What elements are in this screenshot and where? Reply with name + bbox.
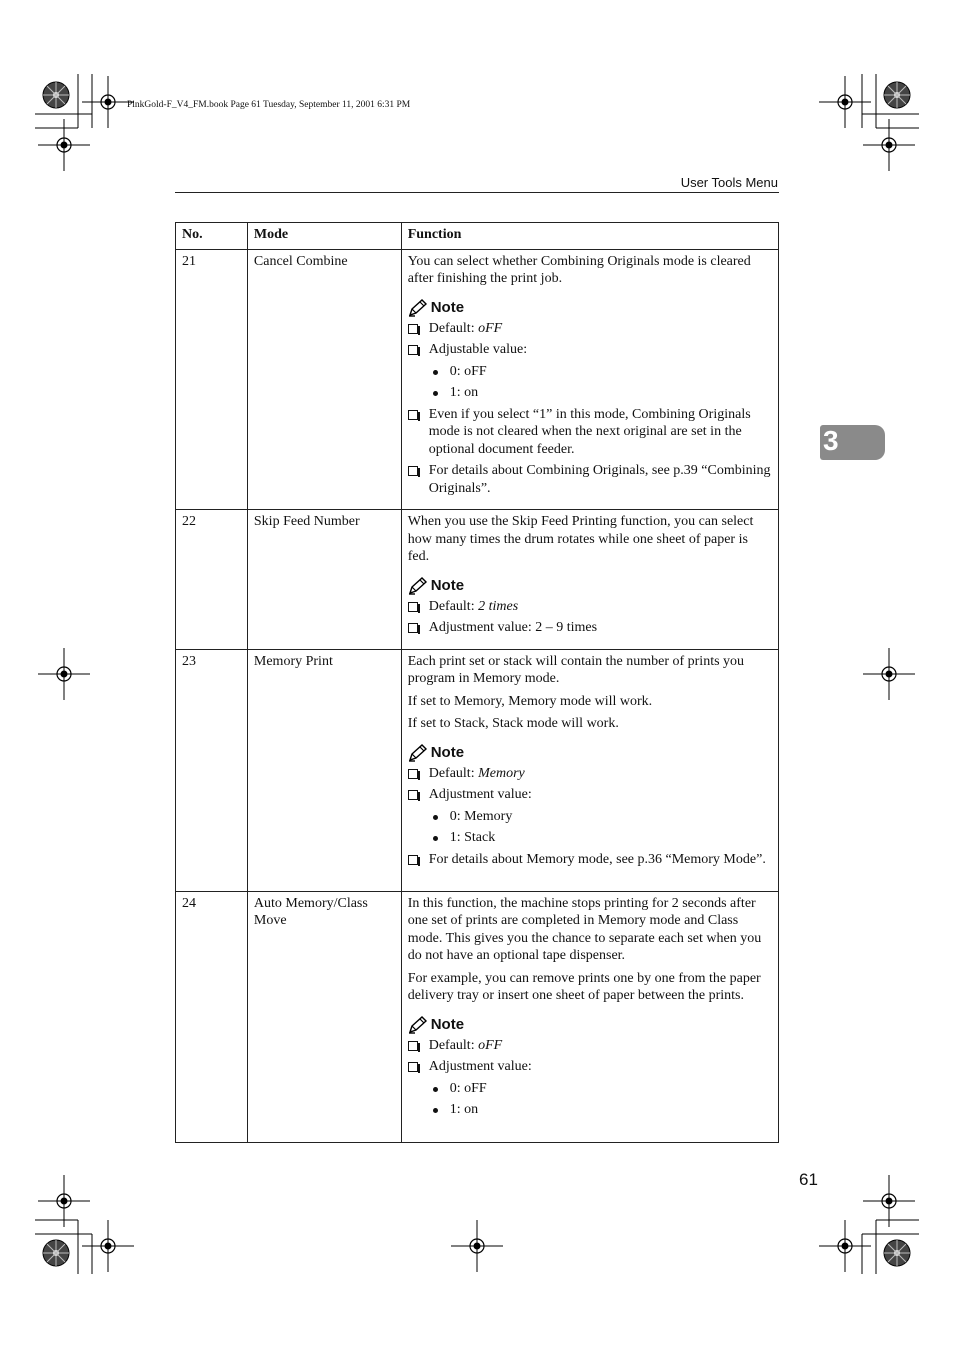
note-heading <box>408 577 772 595</box>
note-heading <box>408 744 772 762</box>
note-item-default <box>408 320 772 338</box>
note-label: Note <box>430 576 465 594</box>
default-label: Default: <box>428 765 479 781</box>
value-item: 0: oFF <box>429 363 772 381</box>
default-value: 2 times <box>478 598 519 614</box>
crosshair-mark-9 <box>82 1220 134 1272</box>
row-number: 21 <box>176 249 248 510</box>
row-function <box>401 649 778 891</box>
checkbox-bullet-icon <box>408 410 418 420</box>
crosshair-mark-8 <box>863 1175 915 1227</box>
note-item-adjustment <box>408 1058 772 1119</box>
table-row <box>176 649 779 891</box>
note-list <box>408 765 772 869</box>
running-head: User Tools Menu <box>680 175 778 190</box>
checkbox-bullet-icon <box>408 769 418 779</box>
note-label: Note <box>430 298 465 316</box>
checkbox-bullet-icon <box>408 324 418 334</box>
crosshair-mark-4 <box>863 119 915 171</box>
crosshair-mark-6 <box>863 648 915 700</box>
description-paragraph: When you use the Skip Feed Printing function, you can select how many times the drum rotates while one sheet of paper is fed. <box>407 514 754 564</box>
description-paragraph: You can select whether Combining Originals mode is cleared after finishing the print job. <box>407 253 751 286</box>
note-list <box>408 320 772 498</box>
checkbox-bullet-icon <box>408 466 418 476</box>
crosshair-mark-1 <box>82 76 134 128</box>
value-list <box>429 808 772 847</box>
value-item: 1: on <box>429 384 772 402</box>
chapter-tab-number: 3 <box>823 425 839 456</box>
note-item-default <box>408 765 772 783</box>
adjust-label: Adjustment value: <box>428 1059 532 1074</box>
note-item-default <box>408 1037 772 1055</box>
table-row <box>176 891 779 1142</box>
value-item: 0: oFF <box>429 1080 772 1098</box>
sunburst-mark-bottom-left <box>43 1240 69 1266</box>
default-label: Default: <box>428 598 479 614</box>
checkbox-bullet-icon <box>408 1041 418 1051</box>
note-text: Even if you select “1” in this mode, Combining Originals mode is not cleared when the next original are set in the optional document feeder. <box>428 406 751 457</box>
row-mode: Skip Feed Number <box>247 510 401 650</box>
note-item-adjustment <box>408 786 772 847</box>
pencil-note-icon <box>408 299 428 317</box>
checkbox-bullet-icon <box>408 345 418 355</box>
checkbox-bullet-icon <box>408 1062 418 1072</box>
crosshair-mark-7 <box>38 1175 90 1227</box>
user-tools-table <box>175 222 779 1143</box>
value-item: 1: on <box>429 1101 772 1119</box>
page-number: 61 <box>799 1170 818 1189</box>
value-item: 0: Memory <box>429 808 772 826</box>
note-list <box>408 598 772 637</box>
sunburst-mark-bottom-right <box>884 1240 910 1266</box>
row-mode: Cancel Combine <box>247 249 401 510</box>
crosshair-mark-3 <box>38 119 90 171</box>
description-paragraph: Each print set or stack will contain the number of prints you program in Memory mode. <box>407 653 745 686</box>
description-paragraph: For example, you can remove prints one by one from the paper delivery tray or insert one sheet of paper between the prints. <box>407 970 761 1003</box>
pencil-note-icon <box>408 744 428 762</box>
note-label: Note <box>430 743 465 761</box>
description-paragraph: In this function, the machine stops printing for 2 seconds after one set of prints are completed in Memory mode and Class mode. This gives you the chance to separate each set when you do not have an optional tape dispenser. <box>407 895 762 963</box>
print-slug: PinkGold-F_V4_FM.book Page 61 Tuesday, September 11, 2001 6:31 PM <box>127 100 411 110</box>
default-value: oFF <box>478 320 503 336</box>
row-number: 24 <box>176 891 248 1142</box>
row-function <box>401 510 778 650</box>
table-row <box>176 510 779 650</box>
column-header-mode: Mode <box>247 223 401 250</box>
adjust-label: Adjustment value: <box>428 787 532 802</box>
sunburst-mark-top-right <box>884 82 910 108</box>
note-item-default <box>408 598 772 616</box>
sunburst-mark-top-left <box>43 82 69 108</box>
value-item: 1: Stack <box>429 829 772 847</box>
note-item-extra <box>408 851 772 869</box>
note-heading <box>408 1016 772 1034</box>
note-label: Note <box>430 1015 465 1033</box>
value-list <box>429 363 772 402</box>
default-value: oFF <box>478 1037 503 1053</box>
default-value: Memory <box>478 765 525 781</box>
row-number: 22 <box>176 510 248 650</box>
pencil-note-icon <box>408 577 428 595</box>
default-label: Default: <box>428 320 479 336</box>
note-item-adjustment <box>408 619 772 637</box>
note-list <box>408 1037 772 1119</box>
note-text: For details about Memory mode, see p.36 “Memory Mode”. <box>428 851 766 867</box>
table-row <box>176 249 779 510</box>
adjust-label: Adjustment value: 2 – 9 times <box>428 620 598 635</box>
row-number: 23 <box>176 649 248 891</box>
crosshair-mark-2 <box>819 76 871 128</box>
note-text: For details about Combining Originals, see p.39 “Combining Originals”. <box>428 463 771 496</box>
note-item-extra <box>408 462 772 497</box>
description-paragraph: If set to Memory, Memory mode will work. <box>407 693 653 709</box>
checkbox-bullet-icon <box>408 790 418 800</box>
checkbox-bullet-icon <box>408 602 418 612</box>
column-header-function: Function <box>401 223 778 250</box>
description-paragraph: If set to Stack, Stack mode will work. <box>407 716 619 731</box>
row-function <box>401 249 778 510</box>
row-function <box>401 891 778 1142</box>
row-mode: Memory Print <box>247 649 401 891</box>
table-header-row <box>176 223 779 250</box>
crosshair-mark-5 <box>38 648 90 700</box>
checkbox-bullet-icon <box>408 623 418 633</box>
checkbox-bullet-icon <box>408 855 418 865</box>
crosshair-mark-10 <box>819 1220 871 1272</box>
note-item-adjustable <box>408 341 772 402</box>
pencil-note-icon <box>408 1016 428 1034</box>
adjust-label: Adjustable value: <box>428 342 528 357</box>
row-mode: Auto Memory/Class Move <box>247 891 401 1142</box>
note-heading <box>408 299 772 317</box>
value-list <box>429 1080 772 1119</box>
default-label: Default: <box>428 1037 479 1053</box>
note-item-extra <box>408 406 772 459</box>
crosshair-mark-11 <box>451 1220 503 1272</box>
column-header-no: No. <box>176 223 248 250</box>
